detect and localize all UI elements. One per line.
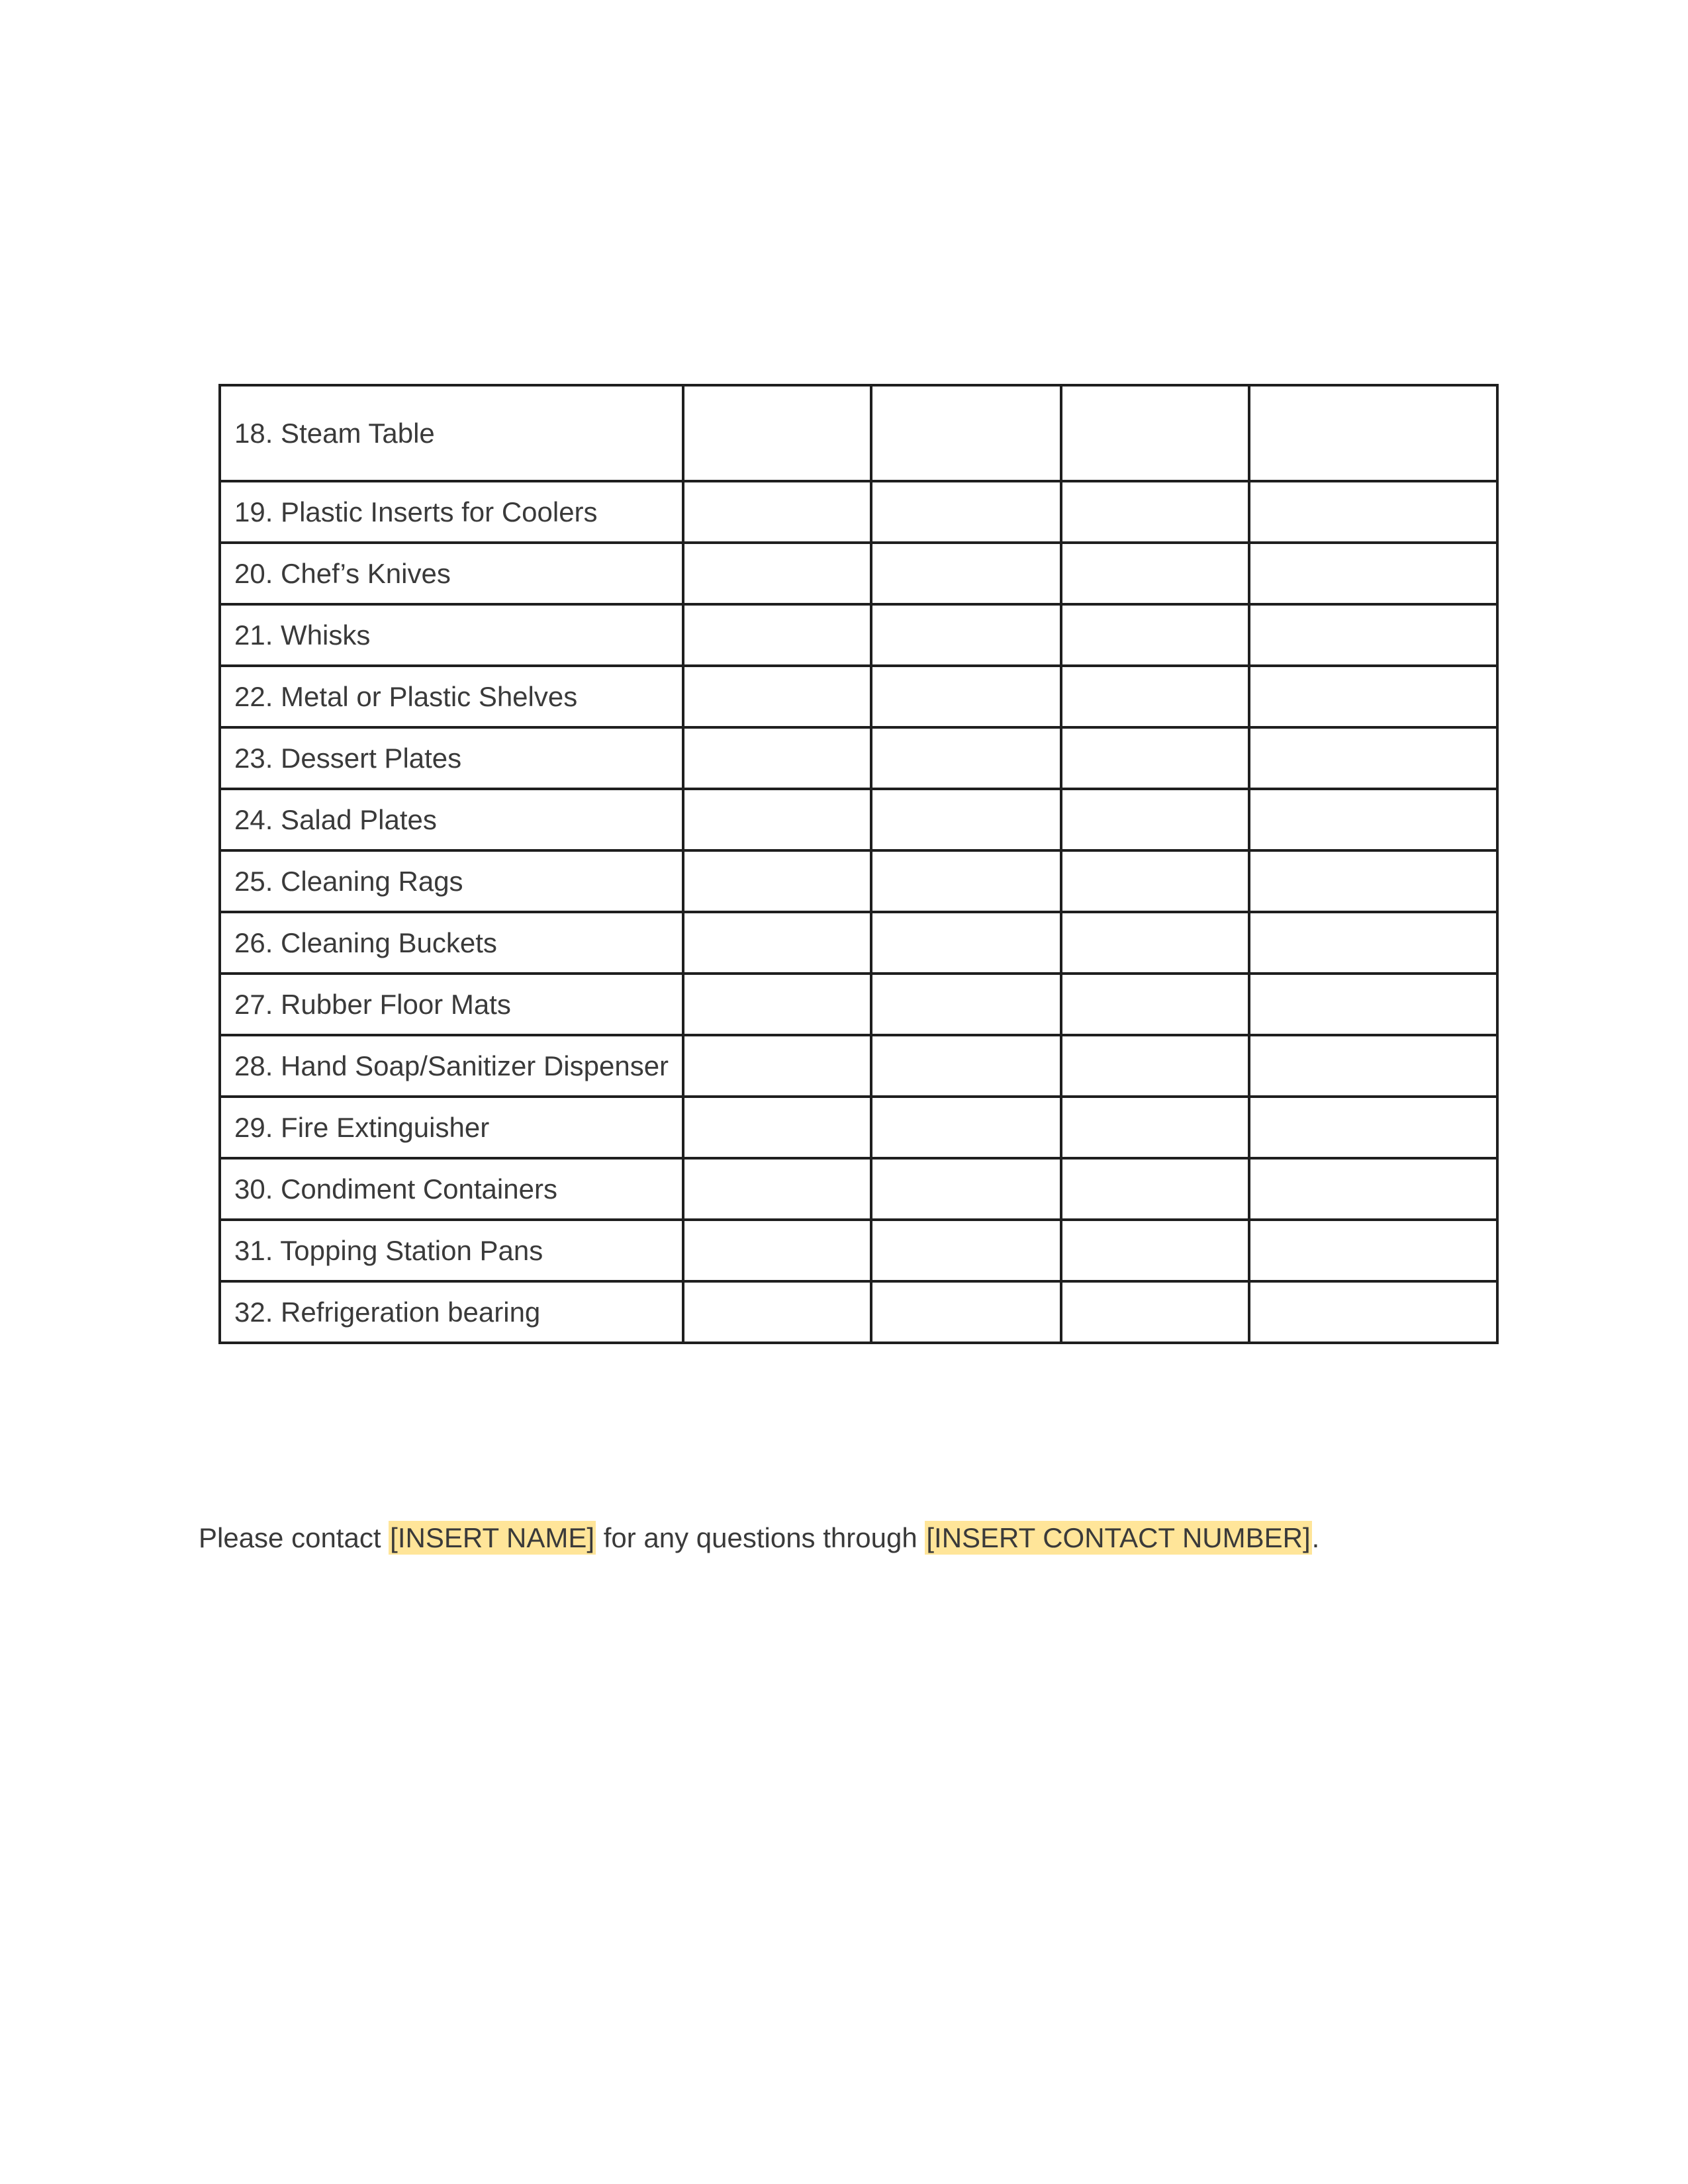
checklist-cell[interactable]	[683, 543, 871, 604]
checklist-cell[interactable]	[871, 1220, 1061, 1281]
checklist-cell[interactable]	[1061, 789, 1249, 850]
item-label-cell: 25. Cleaning Rags	[220, 850, 683, 912]
table-row	[220, 543, 1497, 604]
contact-instructions	[199, 1522, 1319, 1554]
checklist-body	[220, 385, 1497, 1343]
checklist-cell[interactable]	[1061, 727, 1249, 789]
item-label-cell: 20. Chef’s Knives	[220, 543, 683, 604]
table-row	[220, 912, 1497, 974]
checklist-cell[interactable]	[871, 974, 1061, 1035]
checklist-cell[interactable]	[1061, 604, 1249, 666]
checklist-cell[interactable]	[683, 850, 871, 912]
item-label-cell: 32. Refrigeration bearing	[220, 1281, 683, 1343]
checklist-cell[interactable]	[1249, 727, 1497, 789]
item-label-cell: 27. Rubber Floor Mats	[220, 974, 683, 1035]
checklist-cell[interactable]	[1249, 789, 1497, 850]
contact-number-placeholder: [INSERT CONTACT NUMBER]	[926, 1522, 1311, 1553]
checklist-cell[interactable]	[871, 1281, 1061, 1343]
checklist-cell[interactable]	[1249, 1220, 1497, 1281]
table-row	[220, 850, 1497, 912]
table-row	[220, 604, 1497, 666]
table-row	[220, 727, 1497, 789]
checklist-cell[interactable]	[1249, 666, 1497, 727]
checklist-cell[interactable]	[1249, 481, 1497, 543]
checklist-cell[interactable]	[871, 543, 1061, 604]
table-row	[220, 789, 1497, 850]
checklist-cell[interactable]	[871, 1158, 1061, 1220]
checklist-cell[interactable]	[1061, 666, 1249, 727]
checklist-cell[interactable]	[683, 1281, 871, 1343]
checklist-cell[interactable]	[1061, 385, 1249, 481]
table-row	[220, 1035, 1497, 1097]
table-row	[220, 1158, 1497, 1220]
checklist-cell[interactable]	[871, 481, 1061, 543]
checklist-cell[interactable]	[1249, 604, 1497, 666]
checklist-cell[interactable]	[1249, 1281, 1497, 1343]
checklist-cell[interactable]	[1061, 1281, 1249, 1343]
checklist-cell[interactable]	[683, 912, 871, 974]
checklist-cell[interactable]	[683, 385, 871, 481]
checklist-cell[interactable]	[871, 1097, 1061, 1158]
checklist-cell[interactable]	[683, 666, 871, 727]
table-row	[220, 385, 1497, 481]
checklist-cell[interactable]	[1249, 1097, 1497, 1158]
contact-middle: for any questions through	[596, 1522, 925, 1553]
checklist-cell[interactable]	[1249, 850, 1497, 912]
item-label-cell: 28. Hand Soap/Sanitizer Dispenser	[220, 1035, 683, 1097]
checklist-cell[interactable]	[1249, 912, 1497, 974]
item-label-cell: 22. Metal or Plastic Shelves	[220, 666, 683, 727]
item-label-cell: 19. Plastic Inserts for Coolers	[220, 481, 683, 543]
checklist-cell[interactable]	[1061, 850, 1249, 912]
checklist-cell[interactable]	[1249, 385, 1497, 481]
checklist-cell[interactable]	[1061, 912, 1249, 974]
checklist-cell[interactable]	[683, 789, 871, 850]
checklist-cell[interactable]	[1061, 1220, 1249, 1281]
contact-name-placeholder: [INSERT NAME]	[390, 1522, 595, 1553]
checklist-cell[interactable]	[1249, 543, 1497, 604]
table-row	[220, 666, 1497, 727]
checklist-cell[interactable]	[683, 1220, 871, 1281]
contact-prefix: Please contact	[199, 1522, 389, 1553]
item-label-cell: 21. Whisks	[220, 604, 683, 666]
checklist-cell[interactable]	[1061, 481, 1249, 543]
checklist-cell[interactable]	[683, 727, 871, 789]
checklist-cell[interactable]	[683, 481, 871, 543]
checklist-cell[interactable]	[871, 666, 1061, 727]
checklist-cell[interactable]	[871, 727, 1061, 789]
checklist-cell[interactable]	[683, 604, 871, 666]
checklist-cell[interactable]	[1249, 974, 1497, 1035]
contact-suffix: .	[1311, 1522, 1320, 1553]
checklist-cell[interactable]	[683, 1035, 871, 1097]
checklist-cell[interactable]	[871, 385, 1061, 481]
table-row	[220, 1097, 1497, 1158]
table-row	[220, 481, 1497, 543]
item-label-cell: 18. Steam Table	[220, 385, 683, 481]
item-label-cell: 24. Salad Plates	[220, 789, 683, 850]
checklist-cell[interactable]	[871, 1035, 1061, 1097]
checklist-cell[interactable]	[1249, 1035, 1497, 1097]
checklist-cell[interactable]	[871, 850, 1061, 912]
equipment-checklist-table	[218, 384, 1499, 1344]
item-label-cell: 29. Fire Extinguisher	[220, 1097, 683, 1158]
checklist-cell[interactable]	[1061, 974, 1249, 1035]
checklist-cell[interactable]	[683, 1158, 871, 1220]
item-label-cell: 30. Condiment Containers	[220, 1158, 683, 1220]
checklist-cell[interactable]	[1061, 1035, 1249, 1097]
checklist-cell[interactable]	[1061, 1158, 1249, 1220]
table-row	[220, 1220, 1497, 1281]
checklist-cell[interactable]	[871, 789, 1061, 850]
item-label-cell: 26. Cleaning Buckets	[220, 912, 683, 974]
checklist-cell[interactable]	[683, 974, 871, 1035]
checklist-cell[interactable]	[1061, 1097, 1249, 1158]
checklist-cell[interactable]	[1061, 543, 1249, 604]
item-label-cell: 31. Topping Station Pans	[220, 1220, 683, 1281]
checklist-cell[interactable]	[871, 604, 1061, 666]
table-row	[220, 1281, 1497, 1343]
item-label-cell: 23. Dessert Plates	[220, 727, 683, 789]
table-row	[220, 974, 1497, 1035]
checklist-cell[interactable]	[871, 912, 1061, 974]
checklist-cell[interactable]	[683, 1097, 871, 1158]
checklist-cell[interactable]	[1249, 1158, 1497, 1220]
